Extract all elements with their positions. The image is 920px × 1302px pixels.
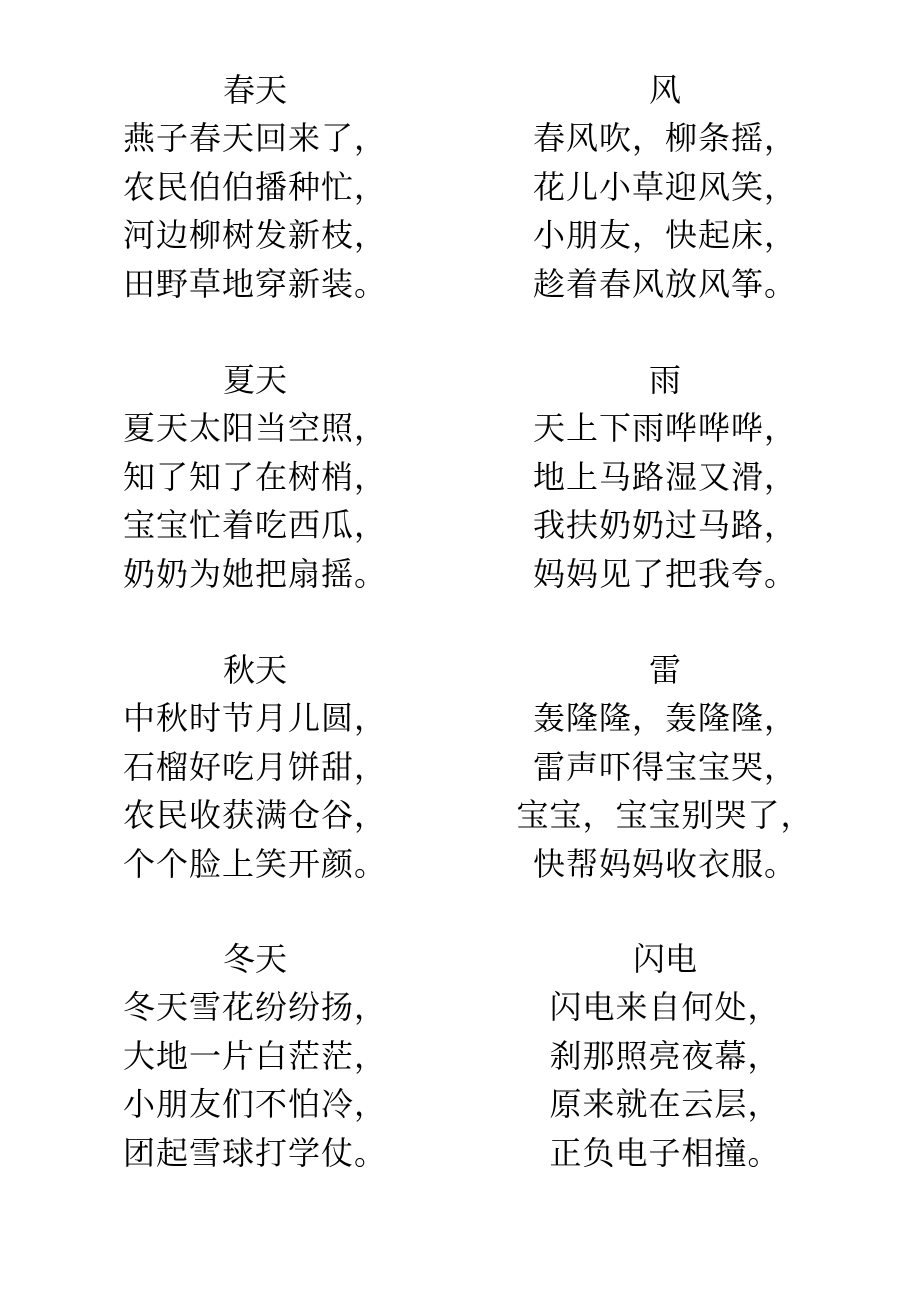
poem-line: 石榴好吃月饼甜，: [122, 747, 387, 786]
poem-line: 个个脸上笑开颜。: [122, 844, 387, 883]
poem-line: 冬天雪花纷纷扬，: [122, 988, 387, 1026]
poem-line: 宝宝忙着吃西瓜，: [122, 506, 387, 544]
poem-title: 雷: [648, 651, 681, 689]
poem-line: 宝宝，宝宝别哭了，: [516, 796, 814, 834]
poem-line: 闪电来自何处，: [549, 988, 781, 1026]
poem-title: 闪电: [632, 940, 697, 978]
poem-line: 趁着春风放风筝。: [532, 264, 797, 303]
poem-line: 天上下雨哗哗哗，: [532, 409, 797, 447]
poem-line: 团起雪球打学仗。: [122, 1133, 387, 1172]
poem-line: 大地一片白茫茫，: [122, 1036, 387, 1075]
poem-line: 奶奶为她把扇摇。: [122, 554, 387, 593]
poem-title: 夏天: [222, 361, 287, 399]
poem-line: 雷声吓得宝宝哭，: [532, 747, 797, 786]
poem-title: 春天: [222, 71, 287, 109]
poem-line: 花儿小草迎风笑，: [532, 167, 797, 206]
poem-title: 冬天: [222, 940, 287, 978]
poem-wind: [495, 66, 835, 308]
poem-summer: [95, 356, 415, 598]
poem-line: 春风吹，柳条摇，: [532, 119, 797, 157]
poem-title: 雨: [648, 361, 681, 399]
poem-autumn: [95, 646, 415, 888]
poem-rain: [495, 356, 835, 598]
poem-line: 地上马路湿又滑，: [532, 457, 797, 496]
poem-line: 原来就在云层，: [549, 1085, 781, 1123]
poem-line: 农民收获满仓谷，: [122, 796, 387, 834]
poem-line: 我扶奶奶过马路，: [532, 506, 797, 544]
poem-spring: [95, 66, 415, 308]
poem-lightning: [495, 935, 835, 1177]
poem-line: 小朋友，快起床，: [532, 216, 797, 254]
poem-line: 田野草地穿新装。: [122, 264, 387, 303]
poem-line: 中秋时节月儿圆，: [122, 699, 387, 737]
poem-title: 风: [648, 71, 681, 109]
poem-winter: [95, 935, 415, 1177]
poem-line: 农民伯伯播种忙，: [122, 167, 387, 206]
poem-line: 正负电子相撞。: [549, 1133, 781, 1172]
poem-line: 刹那照亮夜幕，: [549, 1036, 781, 1075]
poem-line: 知了知了在树梢，: [122, 457, 387, 496]
poem-line: 妈妈见了把我夸。: [532, 554, 797, 593]
poem-line: 燕子春天回来了，: [122, 119, 387, 157]
poem-line: 轰隆隆，轰隆隆，: [532, 699, 797, 737]
poem-thunder: [495, 646, 835, 888]
poem-line: 小朋友们不怕冷，: [122, 1085, 387, 1123]
poem-line: 夏天太阳当空照，: [122, 409, 387, 447]
poem-line: 快帮妈妈收衣服。: [532, 844, 797, 883]
poem-line: 河边柳树发新枝，: [122, 216, 387, 254]
poem-title: 秋天: [222, 651, 287, 689]
